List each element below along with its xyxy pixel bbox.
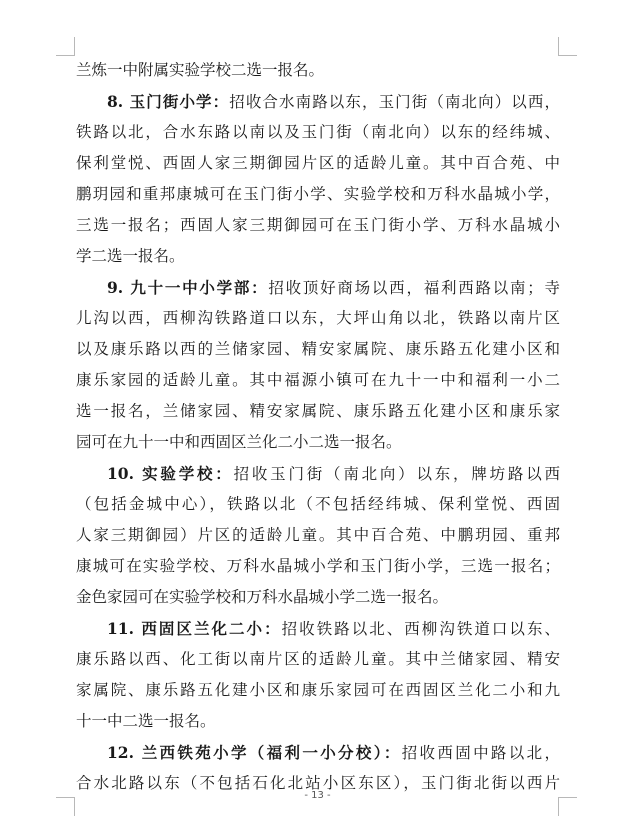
text-line xyxy=(76,706,560,737)
page-number: - 13 - xyxy=(304,790,331,801)
line-text: 家属院、康乐路五化建小区和康乐家园可在西固区兰化二小和九 xyxy=(76,681,560,699)
line-text: 铁路以北，合水东路以南以及玉门街（南北向）以东的经纬城、 xyxy=(76,123,560,141)
section-heading: 12. 兰西铁苑小学（福利一小分校）： xyxy=(107,743,402,762)
text-line xyxy=(76,582,560,613)
line-text: 选一报名，兰储家园、精安家属院、康乐路五化建小区和康乐家 xyxy=(76,402,560,420)
text-line xyxy=(76,303,560,334)
line-text: 招收铁路以北、西柳沟铁道口以东、 xyxy=(281,620,560,638)
line-text: 十一中二选一报名。 xyxy=(76,712,216,730)
section-heading-line xyxy=(76,458,560,489)
section-heading: 10. 实验学校： xyxy=(107,464,234,483)
line-text: 兰炼一中附属实验学校二选一报名。 xyxy=(76,61,325,79)
line-text: 招收顶好商场以西，福利西路以南；寺 xyxy=(268,279,560,297)
section-heading-line xyxy=(76,272,560,303)
line-text: 招收玉门街（南北向）以东，牌坊路以西 xyxy=(233,465,560,483)
section-heading: 11. 西固区兰化二小： xyxy=(107,619,282,638)
crop-mark-top-left xyxy=(56,37,75,56)
line-text: 儿沟以西，西柳沟铁路道口以东，大坪山角以北，铁路以南片区 xyxy=(76,309,560,327)
line-text: 金色家园可在实验学校和万科水晶城小学二选一报名。 xyxy=(76,588,449,606)
text-line xyxy=(76,241,560,272)
line-text: 康乐家园的适龄儿童。其中福源小镇可在九十一中和福利一小二 xyxy=(76,371,560,389)
text-line xyxy=(76,117,560,148)
line-text: 康乐路以西、化工街以南片区的适龄儿童。其中兰储家园、精安 xyxy=(76,650,560,668)
line-text: 人家三期御园）片区的适龄儿童。其中百合苑、中鹏玥园、重邦 xyxy=(76,526,560,544)
line-text: 园可在九十一中和西固区兰化二小二选一报名。 xyxy=(76,433,402,451)
section-heading-line xyxy=(76,613,560,644)
text-line xyxy=(76,675,560,706)
text-line xyxy=(76,551,560,582)
line-text: 招收西固中路以北， xyxy=(401,744,560,762)
text-line xyxy=(76,365,560,396)
section-heading-line xyxy=(76,737,560,768)
section-heading-line xyxy=(76,86,560,117)
line-text: 三选一报名；西固人家三期御园可在玉门街小学、万科水晶城小 xyxy=(76,216,560,234)
line-text: 康城可在实验学校、万科水晶城小学和玉门街小学，三选一报名； xyxy=(76,557,560,575)
text-line xyxy=(76,520,560,551)
line-text: 合水北路以东（不包括石化北站小区东区），玉门街北街以西片 xyxy=(76,774,560,792)
text-line xyxy=(76,210,560,241)
document-body xyxy=(76,55,560,799)
crop-mark-top-right xyxy=(558,37,577,56)
text-line xyxy=(76,179,560,210)
line-text: 鹏玥园和重邦康城可在玉门街小学、实验学校和万科水晶城小学， xyxy=(76,185,560,203)
line-text: 保利堂悦、西固人家三期御园片区的适龄儿童。其中百合苑、中 xyxy=(76,154,560,172)
text-line xyxy=(76,427,560,458)
line-text: 招收合水南路以东，玉门街（南北向）以西， xyxy=(229,93,560,111)
line-text: （包括金城中心），铁路以北（不包括经纬城、保利堂悦、西固 xyxy=(76,495,560,513)
text-line xyxy=(76,489,560,520)
text-line xyxy=(76,148,560,179)
line-text: 学二选一报名。 xyxy=(76,247,185,265)
text-line xyxy=(76,644,560,675)
text-line xyxy=(76,396,560,427)
text-line xyxy=(76,55,560,86)
line-text: 以及康乐路以西的兰储家园、精安家属院、康乐路五化建小区和 xyxy=(76,340,560,358)
section-heading: 9. 九十一中小学部： xyxy=(107,278,269,297)
section-heading: 8. 玉门街小学： xyxy=(107,92,230,111)
text-line xyxy=(76,334,560,365)
